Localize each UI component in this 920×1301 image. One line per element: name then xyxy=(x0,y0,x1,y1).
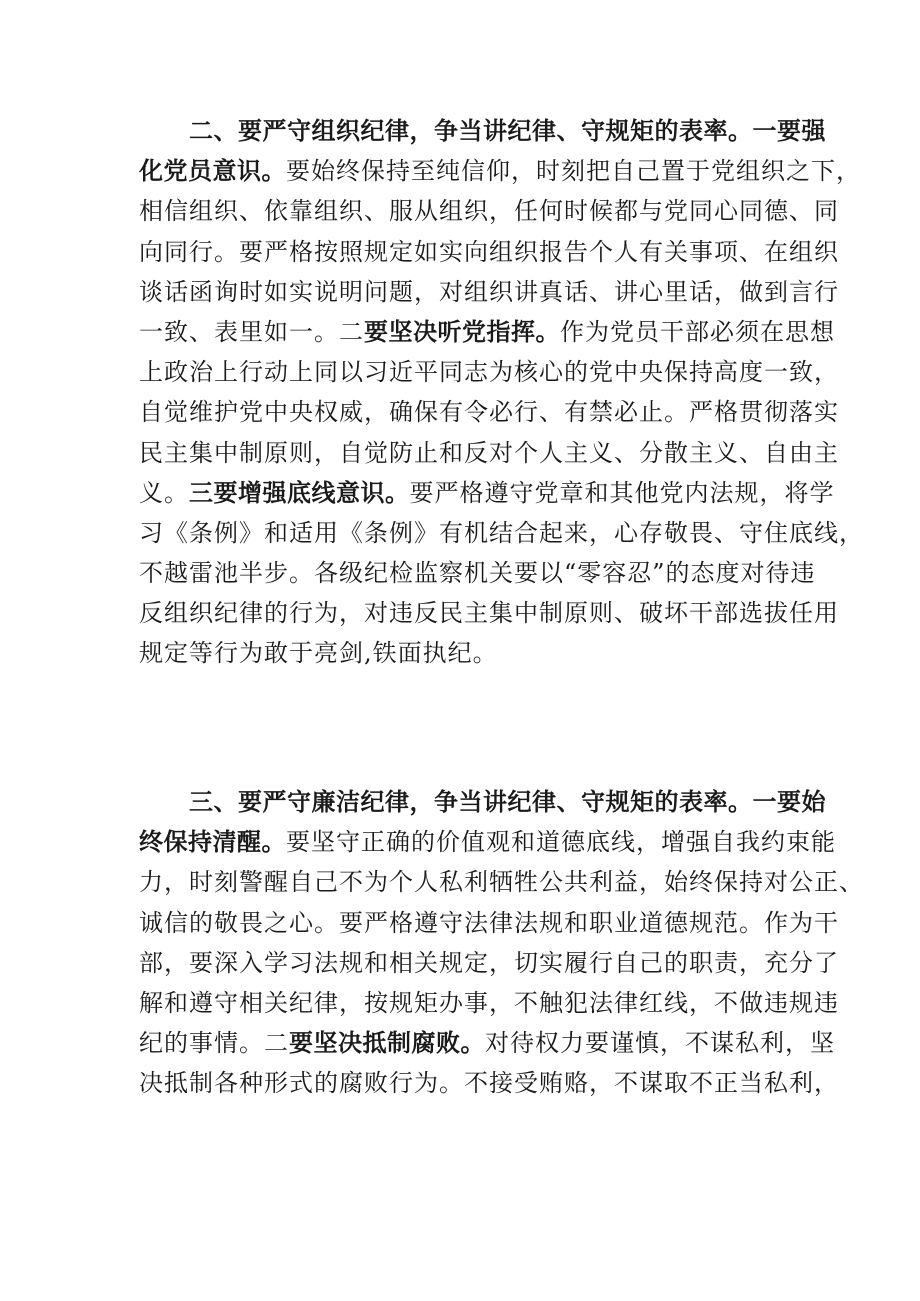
body-text: 解和遵守相关纪律，按规矩办事，不触犯法律红线，不做违规违 xyxy=(139,988,839,1017)
body-text: 要坚守正确的价值观和道德底线，增强自我约束能 xyxy=(286,828,836,857)
body-text: 力，时刻警醒自己不为个人私利牺牲公共利益，始终保持对公正、 xyxy=(139,868,864,897)
text-line xyxy=(139,782,826,822)
text-line xyxy=(139,553,816,593)
body-text: 对待权力要谨慎，不谋私利，坚 xyxy=(485,1029,835,1058)
body-text: 决抵制各种形式的腐败行为。不接受贿赂，不谋取不正当私利， xyxy=(139,1069,839,1098)
body-text: 向同行。要严格按照规定如实向组织报告个人有关事项、在组织 xyxy=(139,237,839,266)
bold-heading-text: 终保持清醒。 xyxy=(139,828,286,857)
text-line xyxy=(139,392,839,432)
body-text: 要始终保持至纯信仰，时刻把自己置于党组织之下， xyxy=(286,157,861,186)
body-text: 一致、表里如一。二 xyxy=(139,317,364,346)
paragraph-integrity-discipline xyxy=(139,782,864,1104)
text-line xyxy=(139,352,839,392)
paragraph-organizational-discipline xyxy=(139,111,864,674)
text-line xyxy=(139,903,839,943)
body-text: 民主集中制原则，自觉防止和反对个人主义、分散主义、自由主 xyxy=(139,438,839,467)
body-text: 诚信的敬畏之心。要严格遵守法律法规和职业道德规范。作为干 xyxy=(139,908,839,937)
text-line xyxy=(139,862,864,902)
text-line xyxy=(139,111,826,151)
bold-heading-text: 要坚决听党指挥。 xyxy=(364,317,560,346)
text-line xyxy=(139,633,799,673)
bold-heading-text: 三要增强底线意识。 xyxy=(189,478,410,507)
text-line xyxy=(139,1023,835,1063)
text-line xyxy=(139,593,839,633)
body-text: 义。 xyxy=(139,478,189,507)
body-text: 要严格遵守党章和其他党内法规，将学 xyxy=(409,478,835,507)
bold-heading-text: 二、要严守组织纪律，争当讲纪律、守规矩的表率。一要强 xyxy=(189,117,826,145)
body-text: 习《条例》和适用《条例》有机结合起来，心存敬畏、守住底线， xyxy=(139,518,864,547)
body-text: 部，要深入学习法规和相关规定，切实履行自己的职责，充分了 xyxy=(139,948,839,977)
text-line xyxy=(139,151,861,191)
text-line xyxy=(139,272,839,312)
text-line xyxy=(139,1063,839,1103)
body-text: 规定等行为敢于亮剑,铁面执纪。 xyxy=(139,639,498,668)
bold-heading-text: 化党员意识。 xyxy=(139,157,286,186)
text-line xyxy=(139,433,839,473)
bold-heading-text: 三、要严守廉洁纪律，争当讲纪律、守规矩的表率。一要始 xyxy=(189,788,826,816)
body-text: 相信组织、依靠组织、服从组织，任何时候都与党同心同德、同 xyxy=(139,197,839,226)
body-text: 谈话函询时如实说明问题，对组织讲真话、讲心里话，做到言行 xyxy=(139,277,839,306)
body-text: 作为党员干部必须在思想 xyxy=(560,317,835,346)
text-line xyxy=(139,232,839,272)
bold-heading-text: 要坚决抵制腐败。 xyxy=(289,1029,485,1058)
text-line xyxy=(139,983,839,1023)
text-line xyxy=(139,513,864,553)
body-text: 自觉维护党中央权威，确保有令必行、有禁必止。严格贯彻落实 xyxy=(139,398,839,427)
body-text: 反组织纪律的行为，对违反民主集中制原则、破坏干部选拔任用 xyxy=(139,599,839,628)
body-text: 上政治上行动上同以习近平同志为核心的党中央保持高度一致， xyxy=(139,358,839,387)
text-line xyxy=(139,191,839,231)
text-line xyxy=(139,822,836,862)
text-line xyxy=(139,943,839,983)
text-line xyxy=(139,312,835,352)
text-line xyxy=(139,473,835,513)
body-text: 纪的事情。二 xyxy=(139,1029,289,1058)
body-text: 不越雷池半步。各级纪检监察机关要以“零容忍”的态度对待违 xyxy=(139,559,816,588)
